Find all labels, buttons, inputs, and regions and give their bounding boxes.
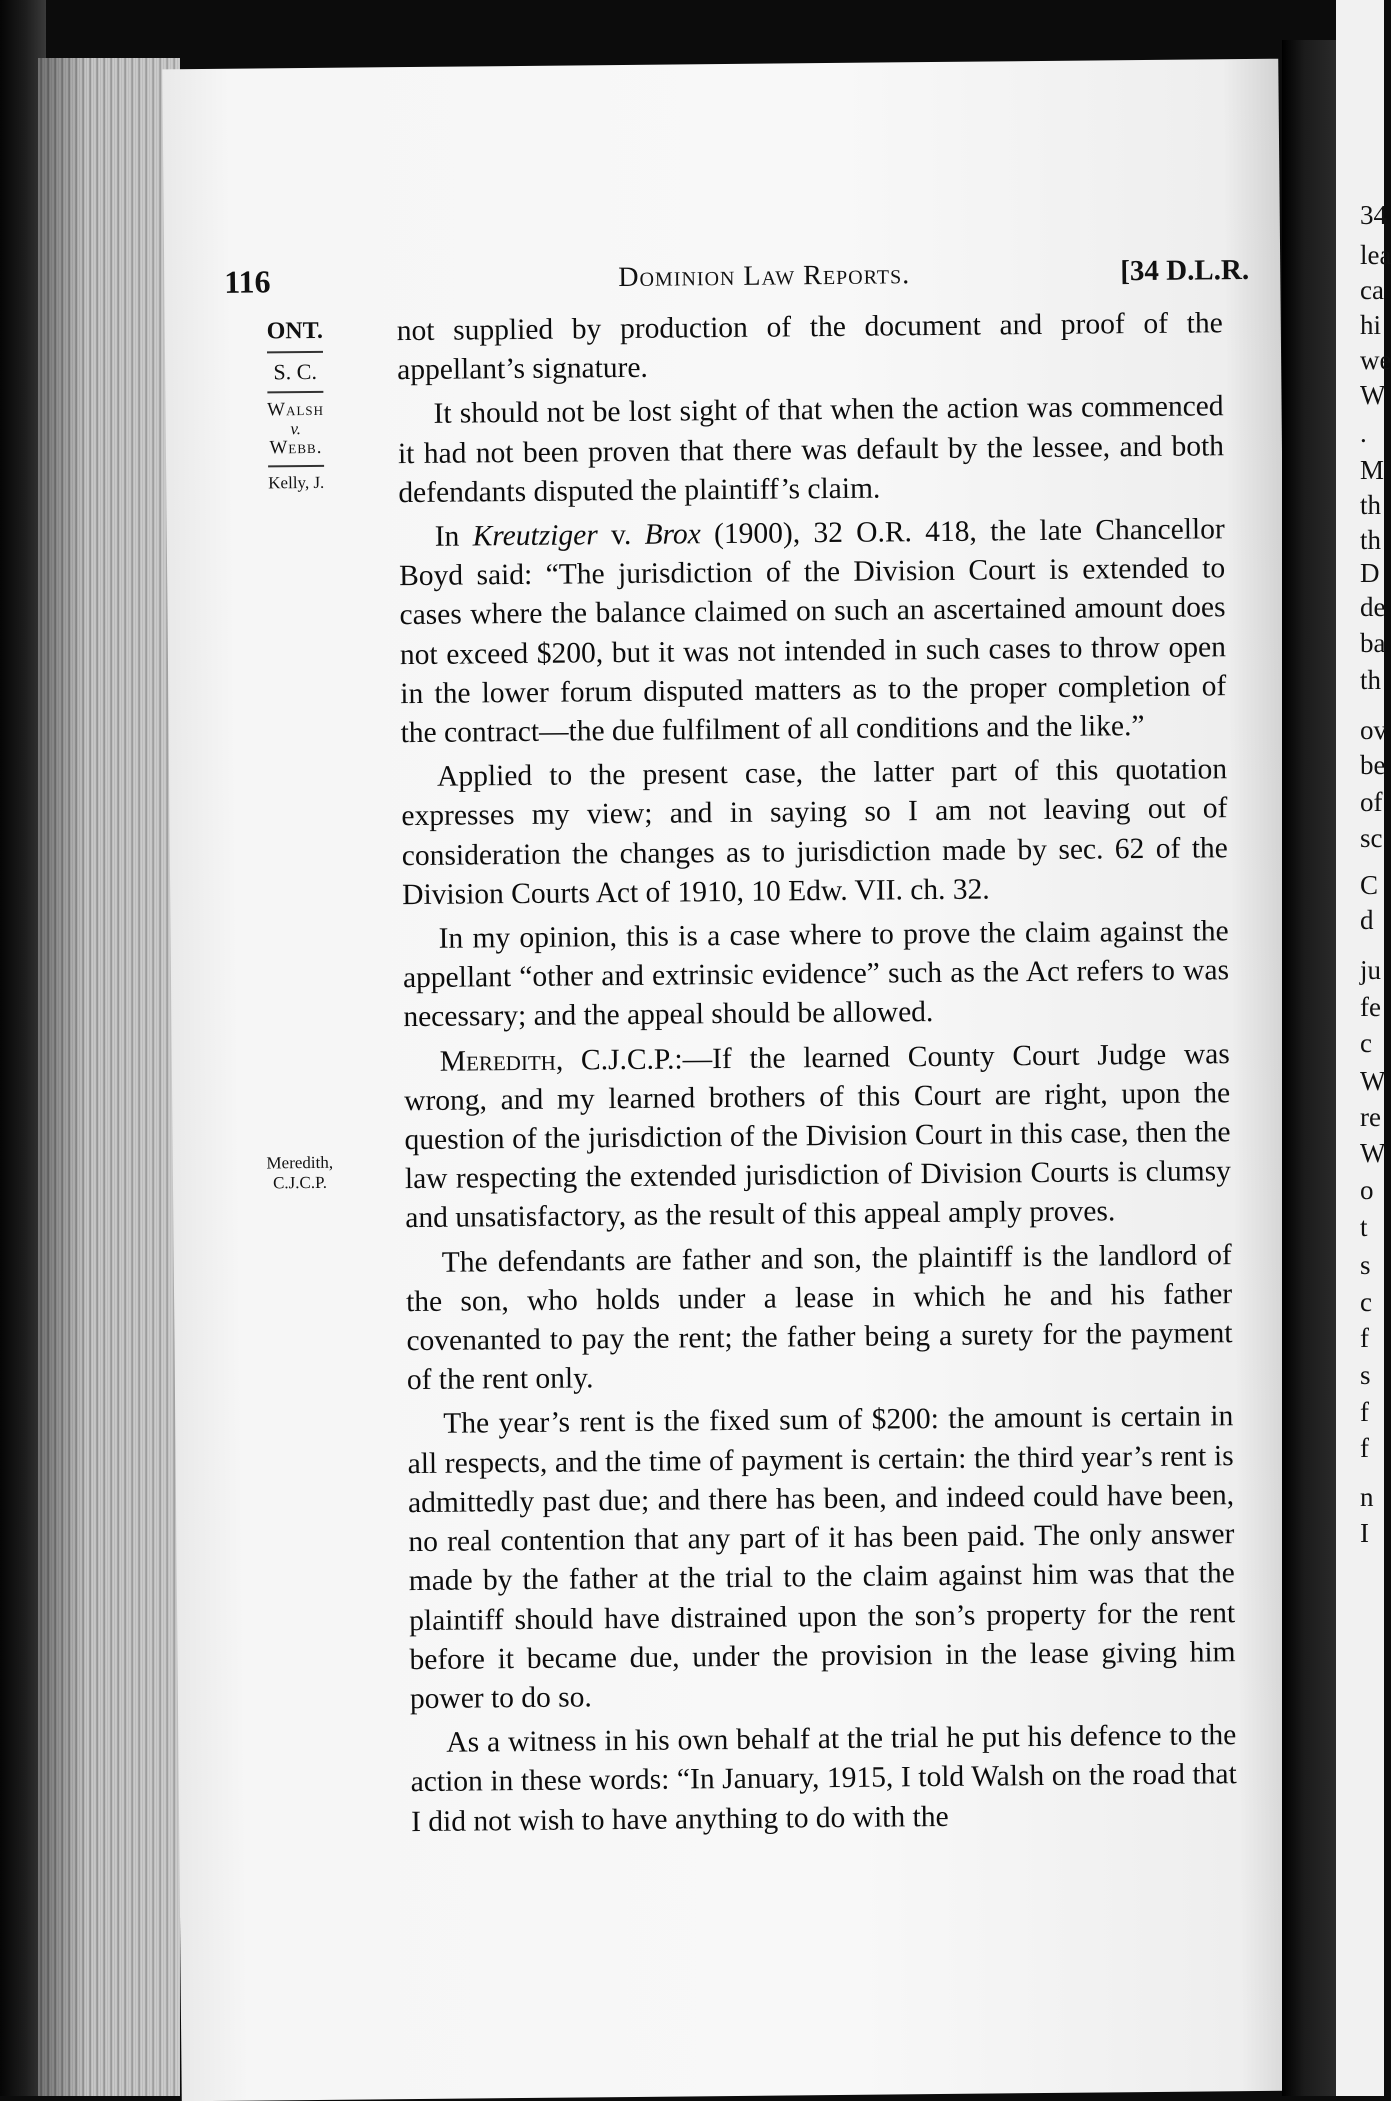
next-page-text-fragment: th: [1360, 490, 1382, 520]
next-page-text-fragment: t: [1360, 1212, 1368, 1242]
margin-rule: [267, 351, 323, 354]
text-run: , C.J.C.P.:—If the learned County Court Judge was wrong, and my learned brothers of this Court are right, upon the question of the jurisdiction of the Division Court in this case, then the law respecting the extended jurisdiction of Division Courts is clumsy and unsatisfactory, as the result of this appeal amply proves.: [404, 1037, 1232, 1235]
paragraph: The defendants are father and son, the plaintiff is the landlord of the son, who holds under a lease in which he and his father covenanted to pay the rent; the father being a surety for the payment of the rent only.: [405, 1238, 1233, 1397]
next-page-text-fragment: c: [1360, 1028, 1372, 1058]
margin-judge-title: C.J.C.P.: [272, 1172, 327, 1193]
next-page-text-fragment: 34: [1360, 200, 1387, 230]
margin-versus: v.: [290, 419, 302, 439]
next-page-edge: [1336, 0, 1391, 2096]
margin-rule: [268, 465, 324, 468]
margin-court: S. C.: [273, 358, 318, 385]
next-page-text-fragment: hi: [1360, 310, 1382, 340]
next-page-text-fragment: th: [1360, 525, 1382, 555]
next-page-text-fragment: n: [1360, 1482, 1374, 1512]
next-page-text-fragment: sc: [1360, 823, 1383, 853]
paragraph: Applied to the present case, the latter part of this quotation expresses my view; and in saying so I am not leaving out of consideration the changes as to jurisdiction made by sec. 62 of the Division Courts Act of 1910, 10 Edw. VII. ch. 32.: [401, 753, 1228, 911]
next-page-text-fragment: re: [1360, 1102, 1381, 1132]
page-edges: [38, 58, 180, 2096]
volume-reference: [34 D.L.R.: [1120, 253, 1250, 288]
judge-name: Meredith: [439, 1044, 557, 1078]
page-gutter-shadow: [1282, 40, 1338, 2096]
paragraph: not supplied by production of the document and proof of the appellant’s signature.: [396, 307, 1223, 387]
next-page-text-fragment: s: [1360, 1360, 1371, 1390]
next-page-text-fragment: C: [1360, 870, 1379, 900]
next-page-text-fragment: be: [1360, 750, 1386, 780]
margin-party2: Webb.: [269, 436, 323, 459]
next-page-text-fragment: we: [1360, 345, 1391, 375]
next-page-text-fragment: lea: [1360, 240, 1391, 270]
paragraph: [399, 510, 1227, 753]
book-page: [162, 59, 1297, 2101]
next-page-text-fragment: f: [1360, 1433, 1369, 1463]
next-page-text-fragment: f: [1360, 1323, 1369, 1353]
paragraph: It should not be lost sight of that when the action was commenced it had not been proven that there was default by the lessee, and both defendants disputed the plaintiff’s claim.: [397, 390, 1225, 509]
paragraph: [404, 1035, 1232, 1239]
next-page-text-fragment: ca: [1360, 275, 1384, 305]
next-page-text-fragment: o: [1360, 1175, 1374, 1205]
next-page-text-fragment: ov: [1360, 715, 1387, 745]
margin-judge: Kelly, J.: [268, 472, 325, 493]
next-page-text-fragment: W: [1360, 1138, 1386, 1168]
page-number: 116: [224, 263, 271, 300]
page-header: [224, 254, 1264, 304]
next-page-text-fragment: .: [1360, 418, 1367, 448]
next-page-text-fragment: ju: [1360, 955, 1382, 985]
next-page-text-fragment: of: [1360, 787, 1383, 817]
running-title: Dominion Law Reports.: [618, 259, 911, 294]
next-page-text-fragment: ba: [1360, 628, 1386, 658]
case-name: Kreutziger: [472, 519, 598, 553]
margin-party1: Walsh: [266, 398, 325, 421]
text-run: (1900), 32 O.R. 418, the late Chancellor Boyd said: “The jurisdiction of the Division Court is extended to cases where the balance claimed on such an ascertained amount does not exceed $200, but it was not intended in such cases to throw open in the lower forum disputed matters as to the proper completion of the contract—the due fulfilment of all conditions and the like.”: [398, 513, 1227, 750]
next-page-text-fragment: th: [1360, 665, 1382, 695]
margin-judge-meredith: [245, 1153, 355, 1194]
next-page-text-fragment: fe: [1360, 992, 1381, 1022]
case-name: Brox: [644, 518, 701, 551]
next-page-text-fragment: M: [1360, 455, 1385, 485]
next-page-text-fragment: d: [1360, 905, 1374, 935]
margin-province: ONT.: [266, 317, 324, 345]
paragraph: The year’s rent is the fixed sum of $200: the amount is certain in all respects, and the time of payment is certain: the third year’s rent is admittedly past due; and there has been, and indeed could have been, no real contention that any part of it has been paid. The only answer made by the father at the trial to the claim against him was that the plaintiff should have distrained upon the son’s property for the rent before it became due, under the provision in the lease giving him power to do so.: [407, 1400, 1236, 1716]
next-page-text-fragment: c: [1360, 1287, 1372, 1317]
next-page-text-fragment: f: [1360, 1397, 1369, 1427]
next-page-text-fragment: s: [1360, 1250, 1371, 1280]
text-run: In: [434, 520, 473, 553]
next-page-text-fragment: I: [1360, 1518, 1369, 1548]
body-text: [397, 304, 1238, 1842]
margin-judge-name: Meredith,: [266, 1152, 334, 1173]
next-page-text-fragment: de: [1360, 592, 1386, 622]
text-run: v.: [597, 518, 645, 552]
margin-rule: [267, 391, 323, 394]
paragraph: In my opinion, this is a case where to prove the claim against the appellant “other and extrinsic evidence” such as the Act refers to was necessary; and the appeal should be allowed.: [402, 915, 1230, 1034]
next-page-text-fragment: D: [1360, 558, 1380, 588]
next-page-text-fragment: W: [1360, 380, 1386, 410]
next-page-text-fragment: W: [1360, 1066, 1386, 1096]
margin-notes: [243, 318, 349, 494]
paragraph: As a witness in his own behalf at the trial he put his defence to the action in these words: “In January, 1915, I told Walsh on the road that I did not wish to have anything to do with the: [410, 1719, 1237, 1838]
